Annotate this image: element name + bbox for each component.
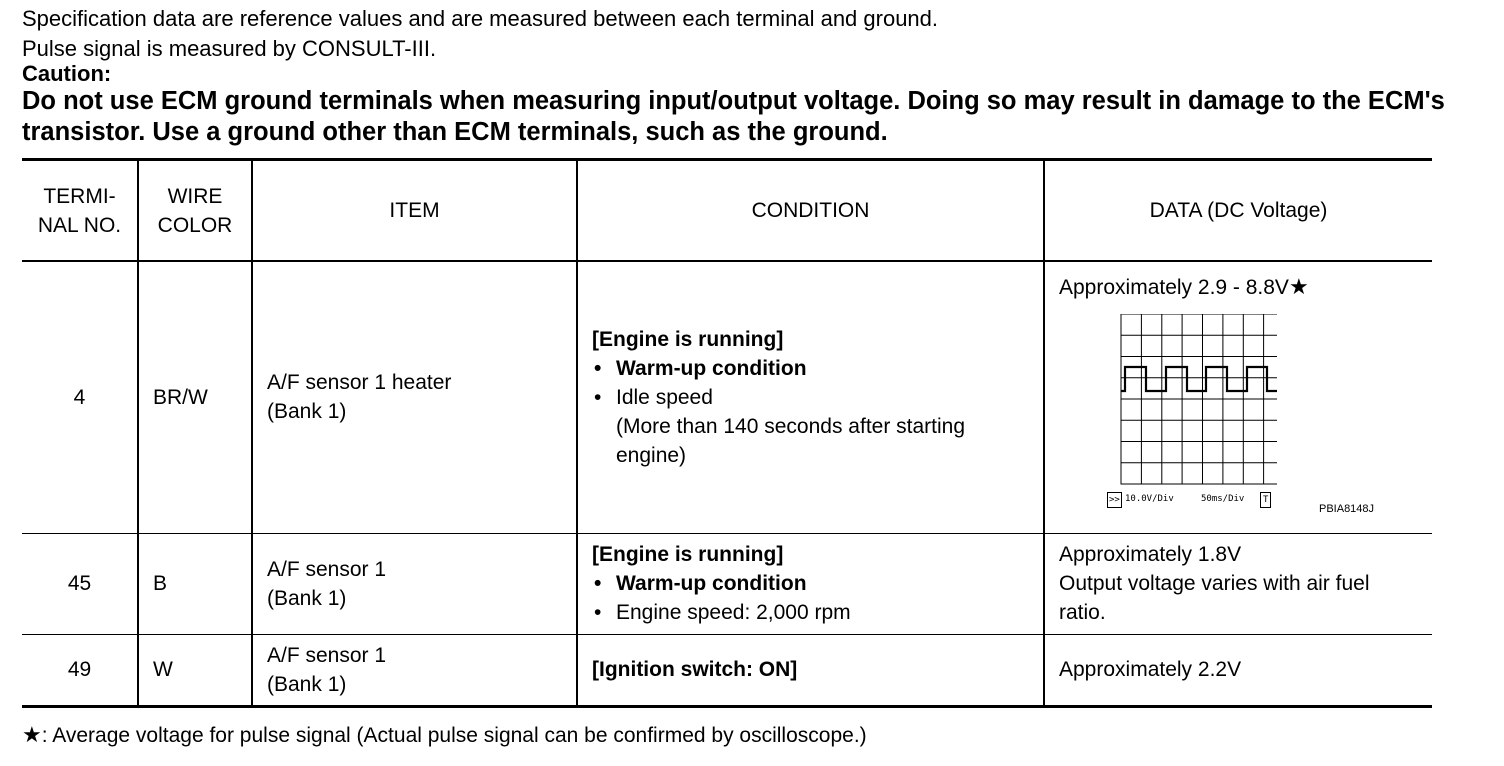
arrows-label: >> [1107,492,1122,508]
table-row [22,634,1432,706]
item-cell [252,533,577,634]
oscilloscope-grid [1121,314,1277,484]
data-cell [1044,261,1432,533]
star-icon: ★ [1288,274,1309,299]
header-wire-color: WIRE COLOR [138,160,252,262]
data-cell [1044,533,1432,634]
header-terminal: TERMI- NAL NO. [37,184,122,237]
item-line: A/F sensor 1 heater [267,371,452,395]
trigger-label: T [1260,492,1271,508]
condition-bullet: • Warm-up condition [592,569,1029,598]
data-value-text: Approximately 2.9 - 8.8V [1059,276,1289,299]
condition-heading: [Ignition switch: ON] [592,658,798,681]
figure-code: PBIA8148J [1319,503,1375,515]
star-icon: ★ [22,722,42,747]
condition-heading: [Engine is running] [592,327,784,351]
header-condition: CONDITION [577,160,1044,262]
oscilloscope-figure [1059,302,1418,515]
condition-list [592,354,1029,470]
terminal-cell: 45 [67,572,92,595]
condition-note: (More than 140 seconds after starting engine) [616,414,966,467]
terminal-cell: 49 [67,658,92,681]
terminal-spec-table [22,158,1432,708]
condition-bullet: • Engine speed: 2,000 rpm [592,598,1029,627]
data-value: Approximately 2.2V [1059,658,1242,681]
item-line: A/F sensor 1 [267,557,387,581]
wire-color-cell: B [138,533,252,634]
caution-text: Do not use ECM ground terminals when measuring input/output voltage. Doing so may result in damage to the ECM's transistor. Use a ground other than ECM terminals, such as the ground. [22,87,1445,146]
item-line: (Bank 1) [267,400,347,424]
data-value: Approximately 1.8V [1059,543,1242,566]
condition-bullet [592,383,1029,470]
oscilloscope-screen [1107,314,1277,494]
header-item: ITEM [252,160,577,262]
footnote [22,720,867,751]
item-line: A/F sensor 1 [267,643,387,667]
condition-bullet: • Warm-up condition [592,354,1029,383]
item-cell [252,634,577,706]
item-line: (Bank 1) [267,586,347,610]
data-cell [1044,634,1432,706]
header-data: DATA (DC Voltage) [1044,160,1432,262]
pulse-waveform [1121,367,1277,391]
condition-bullet-text: Idle speed [616,385,713,409]
condition-cell [577,261,1044,533]
terminal-cell: 4 [73,385,86,409]
spec-note: Specification data are reference values and are measured between each terminal and ground. [22,6,939,31]
time-per-div: 50ms/Div [1201,494,1245,504]
table-header-row [22,160,1432,262]
condition-cell [577,533,1044,634]
item-cell [252,261,577,533]
caution-label: Caution: [22,61,112,86]
condition-list [592,569,1029,627]
footnote-text: : Average voltage for pulse signal (Actual pulse signal can be confirmed by oscilloscope.) [41,724,867,747]
oscilloscope-footer [1107,492,1275,507]
wire-color-cell: W [138,634,252,706]
condition-heading: [Engine is running] [592,543,784,566]
wire-color-cell: BR/W [138,261,252,533]
volts-per-div: 10.0V/Div [1125,494,1174,504]
data-value [1059,272,1418,302]
item-line: (Bank 1) [267,672,347,696]
data-note: Output voltage varies with air fuel ratio. [1059,572,1370,624]
pulse-note: Pulse signal is measured by CONSULT-III. [22,36,437,61]
table-row [22,261,1432,533]
condition-cell [577,634,1044,706]
intro-block [22,4,1462,148]
table-row [22,533,1432,634]
